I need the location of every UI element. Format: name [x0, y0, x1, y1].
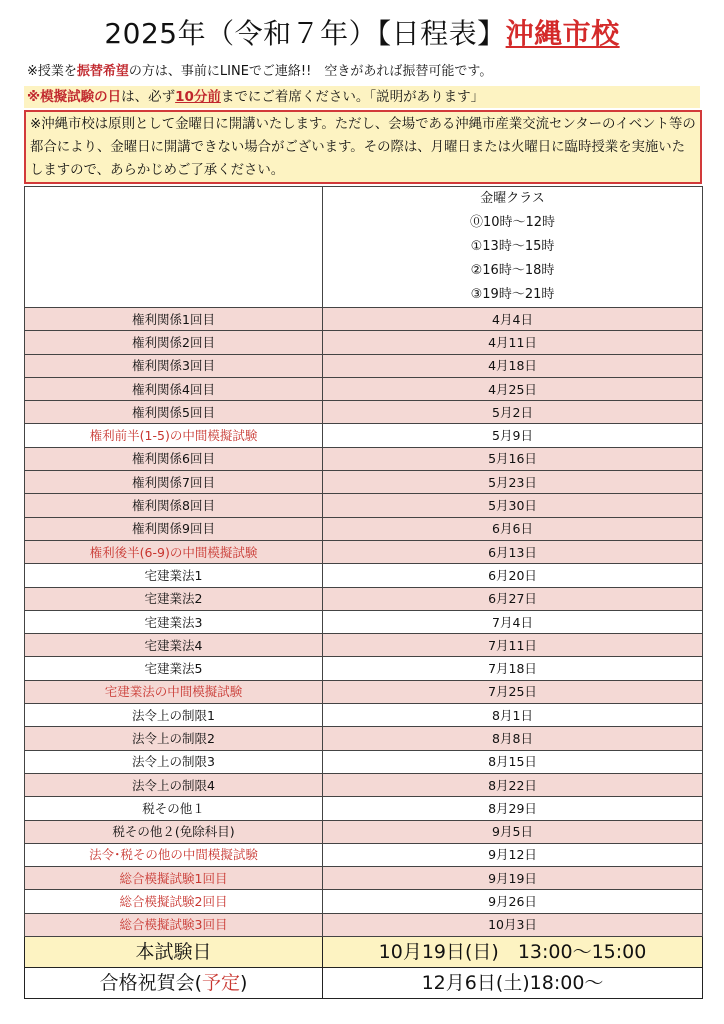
- table-row: [25, 750, 703, 773]
- schedule-table: [24, 186, 703, 999]
- table-row: [25, 540, 703, 563]
- row-subject: 税その他１: [25, 797, 323, 820]
- table-row: [25, 308, 703, 331]
- row-subject: 宅建業法5: [25, 657, 323, 680]
- row-subject: 総合模擬試験2回目: [25, 890, 323, 913]
- row-date: 7月4日: [323, 610, 703, 633]
- note1-prefix: ※授業を: [27, 64, 77, 79]
- row-subject: 権利関係1回目: [25, 308, 323, 331]
- table-row: [25, 377, 703, 400]
- row-subject: 権利関係3回目: [25, 354, 323, 377]
- title-main: 2025年（令和７年）【日程表】: [104, 17, 506, 50]
- row-date: 9月5日: [323, 820, 703, 843]
- note-reschedule: [27, 62, 492, 82]
- table-row: [25, 634, 703, 657]
- row-date: 8月29日: [323, 797, 703, 820]
- row-date: 4月11日: [323, 331, 703, 354]
- row-date: 5月30日: [323, 494, 703, 517]
- row-subject: 権利関係7回目: [25, 471, 323, 494]
- row-subject: 宅建業法3: [25, 610, 323, 633]
- row-subject: 宅建業法2: [25, 587, 323, 610]
- row-subject: 法令･税その他の中間模擬試験: [25, 843, 323, 866]
- party-row: [25, 968, 703, 999]
- class-time-3: ③19時～21時: [470, 287, 555, 302]
- row-date: 5月16日: [323, 447, 703, 470]
- row-subject: 税その他２(免除科目): [25, 820, 323, 843]
- note2-middle: は、必ず: [121, 89, 176, 105]
- table-row: [25, 867, 703, 890]
- row-date: 9月12日: [323, 843, 703, 866]
- row-subject: 法令上の制限2: [25, 727, 323, 750]
- table-row: [25, 331, 703, 354]
- row-subject: 権利関係4回目: [25, 377, 323, 400]
- note1-suffix: の方は、事前にLINEでご連絡!! 空きがあれば振替可能です。: [128, 64, 493, 79]
- header-empty-cell: [25, 187, 323, 308]
- table-row: [25, 494, 703, 517]
- row-subject: 権利前半(1-5)の中間模擬試験: [25, 424, 323, 447]
- row-subject: 権利関係5回目: [25, 401, 323, 424]
- row-date: 8月22日: [323, 773, 703, 796]
- exam-label: 本試験日: [25, 937, 323, 968]
- table-row: [25, 704, 703, 727]
- row-date: 4月4日: [323, 308, 703, 331]
- exam-row: [25, 937, 703, 968]
- page-title: [0, 14, 724, 54]
- row-date: 6月27日: [323, 587, 703, 610]
- row-date: 6月20日: [323, 564, 703, 587]
- row-date: 7月18日: [323, 657, 703, 680]
- table-row: [25, 354, 703, 377]
- table-row: [25, 471, 703, 494]
- table-row: [25, 680, 703, 703]
- party-label-emphasis: 予定: [201, 972, 240, 995]
- row-date: 6月13日: [323, 540, 703, 563]
- class-time-2: ②16時～18時: [470, 263, 555, 278]
- party-label: [25, 968, 323, 999]
- row-date: 8月8日: [323, 727, 703, 750]
- row-date: 10月3日: [323, 913, 703, 936]
- table-row: [25, 610, 703, 633]
- row-subject: 宅建業法4: [25, 634, 323, 657]
- note2-emphasis: ※模擬試験の日: [27, 89, 122, 105]
- table-row: [25, 820, 703, 843]
- row-subject: 宅建業法の中間模擬試験: [25, 680, 323, 703]
- row-subject: 法令上の制限3: [25, 750, 323, 773]
- row-subject: 権利関係6回目: [25, 447, 323, 470]
- class-title: 金曜クラス: [480, 191, 545, 206]
- class-time-1: ①13時～15時: [470, 239, 555, 254]
- row-subject: 法令上の制限1: [25, 704, 323, 727]
- row-date: 9月26日: [323, 890, 703, 913]
- row-date: 4月25日: [323, 377, 703, 400]
- note2-suffix: までにご着席ください。「説明があります」: [220, 89, 485, 105]
- row-date: 8月1日: [323, 704, 703, 727]
- table-row: [25, 447, 703, 470]
- row-date: 5月9日: [323, 424, 703, 447]
- table-row: [25, 517, 703, 540]
- row-date: 5月23日: [323, 471, 703, 494]
- party-label-prefix: 合格祝賀会(: [99, 972, 202, 995]
- table-row: [25, 657, 703, 680]
- note-mock-exam: [24, 86, 700, 108]
- table-row: [25, 727, 703, 750]
- table-row: [25, 587, 703, 610]
- class-header-cell: [323, 187, 703, 308]
- class-time-0: ⓪10時～12時: [469, 215, 556, 230]
- row-subject: 権利関係8回目: [25, 494, 323, 517]
- table-row: [25, 797, 703, 820]
- table-row: [25, 401, 703, 424]
- note2-underline: 10分前: [175, 89, 221, 105]
- row-subject: 権利関係2回目: [25, 331, 323, 354]
- row-date: 6月6日: [323, 517, 703, 540]
- row-subject: 宅建業法1: [25, 564, 323, 587]
- table-row: [25, 890, 703, 913]
- row-date: 4月18日: [323, 354, 703, 377]
- party-date: 12月6日(土)18:00～: [323, 968, 703, 999]
- table-header-row: [25, 187, 703, 308]
- row-date: 7月25日: [323, 680, 703, 703]
- row-subject: 総合模擬試験3回目: [25, 913, 323, 936]
- table-row: [25, 564, 703, 587]
- table-row: [25, 913, 703, 936]
- table-row: [25, 773, 703, 796]
- note-venue-box: ※沖縄市校は原則として金曜日に開講いたします。ただし、会場である沖縄市産業交流センターのイベント等の都合により、金曜日に開講できない場合がございます。その際は、月曜日または火曜日に臨時授業を実施いたしますので、あらかじめご了承ください。: [24, 110, 702, 184]
- row-subject: 権利関係9回目: [25, 517, 323, 540]
- exam-date: 10月19日(日) 13:00～15:00: [323, 937, 703, 968]
- row-date: 7月11日: [323, 634, 703, 657]
- table-row: [25, 843, 703, 866]
- title-location: 沖縄市校: [505, 17, 620, 50]
- row-date: 5月2日: [323, 401, 703, 424]
- row-subject: 総合模擬試験1回目: [25, 867, 323, 890]
- row-subject: 法令上の制限4: [25, 773, 323, 796]
- table-row: [25, 424, 703, 447]
- row-date: 9月19日: [323, 867, 703, 890]
- row-date: 8月15日: [323, 750, 703, 773]
- party-label-suffix: ): [240, 972, 248, 995]
- row-subject: 権利後半(6-9)の中間模擬試験: [25, 540, 323, 563]
- note1-emphasis: 振替希望: [76, 64, 129, 79]
